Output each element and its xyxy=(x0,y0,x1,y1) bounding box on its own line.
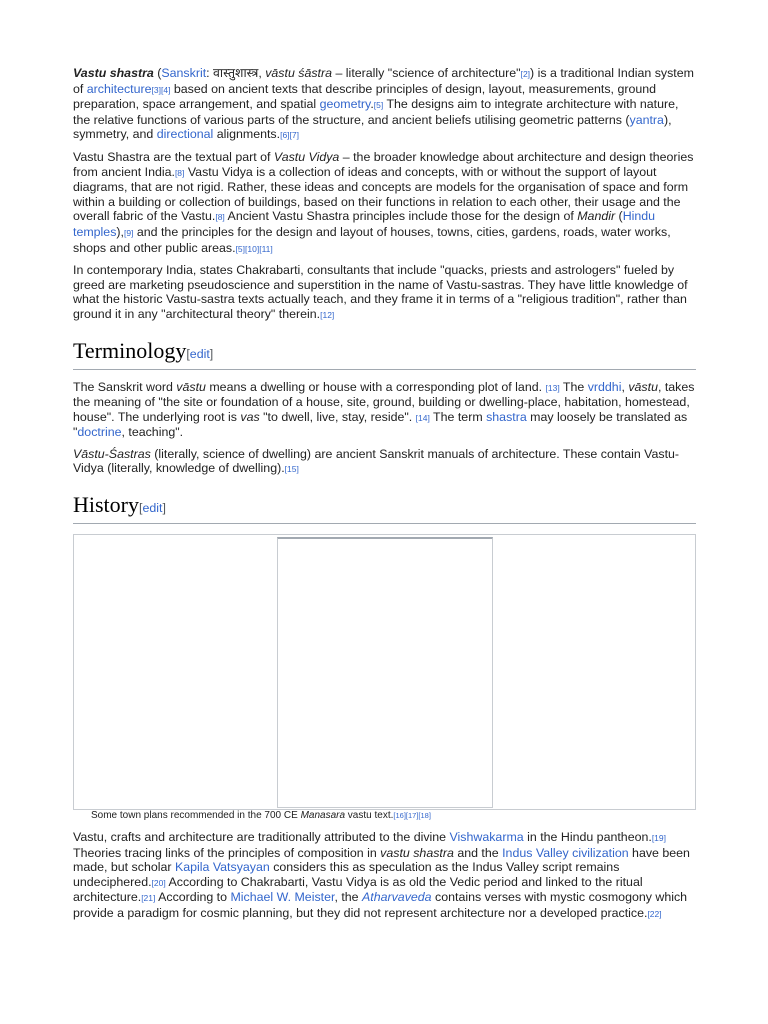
edit-link-terminology[interactable]: edit xyxy=(189,346,210,361)
ref-17[interactable]: [17] xyxy=(405,811,419,821)
ref-12[interactable]: [12] xyxy=(320,309,335,320)
ref-2[interactable]: [2] xyxy=(520,69,531,79)
ref-18[interactable]: [18] xyxy=(418,811,431,821)
intro-paragraph-3: In contemporary India, states Chakrabarti, consultants that include "quacks, priests and astrologers" fueled by greed are marketing pseudoscience and superstition in the name of Vastu-sastras. They have little knowledge of what the historic Vastu-sastra texts actually teach, and they frame it in terms of a "religious tradition", rather than ground it in any "architectural theory" therein.[12] xyxy=(73,263,688,321)
ref-5[interactable]: [5] xyxy=(235,243,246,254)
ref-10[interactable]: [10] xyxy=(245,243,260,254)
link-geometry[interactable]: geometry xyxy=(319,97,371,112)
ref-19[interactable]: [19] xyxy=(651,833,666,844)
article-body xyxy=(73,66,696,929)
terminology-paragraph-2: Vāstu-Śastras (literally, science of dwelling) are ancient Sanskrit manuals of architecture. These contain Vastu-Vidya (literally, knowledge of dwelling).[15] xyxy=(73,446,680,476)
link-vrddhi[interactable]: vrddhi xyxy=(587,379,622,394)
ref-11[interactable]: [11] xyxy=(259,243,273,254)
ref-4[interactable]: [4] xyxy=(160,84,171,95)
town-plan-image[interactable] xyxy=(277,537,493,808)
link-yantra[interactable]: yantra xyxy=(629,112,664,127)
ref-13[interactable]: [13] xyxy=(545,382,560,393)
intro-paragraph-2: Vastu Shastra are the textual part of Vastu Vidya – the broader knowledge about architecture and design theories from ancient India.[8] Vastu Vidya is a collection of ideas and concepts, with or without the support of layout diagrams, that are not rigid. Rather, these ideas and concepts are models for the organisation of space and form within a building or collection of buildings, based on their functions in relation to each other, their usage and the overall fabric of the Vastu.[8] Ancient Vastu Shastra principles include those for the design of Mandir (Hindu temples),[9] and the principles for the design and layout of houses, towns, cities, gardens, roads, water works, shops and other public areas.[5][10][11] xyxy=(73,149,694,255)
devanagari-text: वास्तुशास्त्र xyxy=(213,66,259,80)
link-hindu-temples[interactable]: Hindu temples xyxy=(73,209,656,239)
link-architecture[interactable]: architecture xyxy=(86,81,152,96)
link-directional[interactable]: directional xyxy=(156,127,214,142)
link-indus-valley-civilization[interactable]: Indus Valley civilization xyxy=(502,845,629,860)
ref-22[interactable]: [22] xyxy=(647,909,662,920)
ref-3[interactable]: [3] xyxy=(151,84,161,95)
ref-5[interactable]: [5] xyxy=(373,100,384,111)
ref-8[interactable]: [8] xyxy=(174,167,185,178)
intro-paragraph-1: Vastu shastra (Sanskrit: वास्तुशास्त्र, vāstu śāstra – literally "science of architecture"[2]) is a traditional Indian system of architecture[3][4] based on ancient texts that describe principles of design, layout, measurements, ground preparation, space arrangement, and spatial geometry.[5] The designs aim to integrate architecture with nature, the relative functions of various parts of the structure, and ancient beliefs utilising geometric patterns (yantra), symmetry, and directional alignments.[6][7] xyxy=(73,66,694,142)
link-shastra[interactable]: shastra xyxy=(486,409,527,424)
ref-21[interactable]: [21] xyxy=(141,893,156,904)
terminology-paragraph-1: The Sanskrit word vāstu means a dwelling or house with a corresponding plot of land. [13] The vrddhi, vāstu, takes the meaning of "the site or foundation of a house, site, ground, building or dwelling-place, habitation, homestead, house". The underlying root is vas "to dwell, live, stay, reside". [14] The term shastra may loosely be translated as "doctrine, teaching". xyxy=(73,379,695,440)
ref-9[interactable]: [9] xyxy=(123,227,134,238)
thumbnail-figure xyxy=(73,534,696,822)
link-doctrine[interactable]: doctrine xyxy=(77,425,122,440)
link-kapila-vatsyayan[interactable]: Kapila Vatsyayan xyxy=(174,860,270,875)
ref-20[interactable]: [20] xyxy=(151,877,166,888)
figure-caption: Some town plans recommended in the 700 CE Manasara vastu text.[16][17][18] xyxy=(91,810,431,822)
ref-15[interactable]: [15] xyxy=(284,464,299,475)
ref-6[interactable]: [6] xyxy=(280,130,290,141)
history-paragraph-1: Vastu, crafts and architecture are traditionally attributed to the divine Vishwakarma in the Hindu pantheon.[19] Theories tracing links of the principles of composition in vastu shastra and the Indus Valley civilization have been made, but scholar Kapila Vatsyayan considers this as speculation as the Indus Valley script remains undeciphered.[20] According to Chakrabarti, Vastu Vidya is as old the Vedic period and linked to the ritual architecture.[21] According to Michael W. Meister, the Atharvaveda contains verses with mystic cosmogony which provide a paradigm for cosmic planning, but they did not represent architecture nor a developed practice.[22] xyxy=(73,830,690,921)
heading-terminology: Terminology[edit] xyxy=(73,338,696,370)
link-atharvaveda[interactable]: Atharvaveda xyxy=(362,890,432,905)
link-michael-w-meister[interactable]: Michael W. Meister xyxy=(230,890,335,905)
ref-14[interactable]: [14] xyxy=(415,412,430,423)
link-sanskrit[interactable]: Sanskrit xyxy=(161,66,207,80)
heading-history: History[edit] xyxy=(73,492,696,524)
ref-8[interactable]: [8] xyxy=(215,212,225,223)
ref-16[interactable]: [16] xyxy=(393,811,406,821)
ref-7[interactable]: [7] xyxy=(289,130,299,141)
term-vastu-shastra: Vastu shastra xyxy=(73,66,154,80)
link-vishwakarma[interactable]: Vishwakarma xyxy=(449,830,524,845)
edit-link-history[interactable]: edit xyxy=(142,501,163,516)
transliteration: vāstu śāstra xyxy=(265,66,333,80)
